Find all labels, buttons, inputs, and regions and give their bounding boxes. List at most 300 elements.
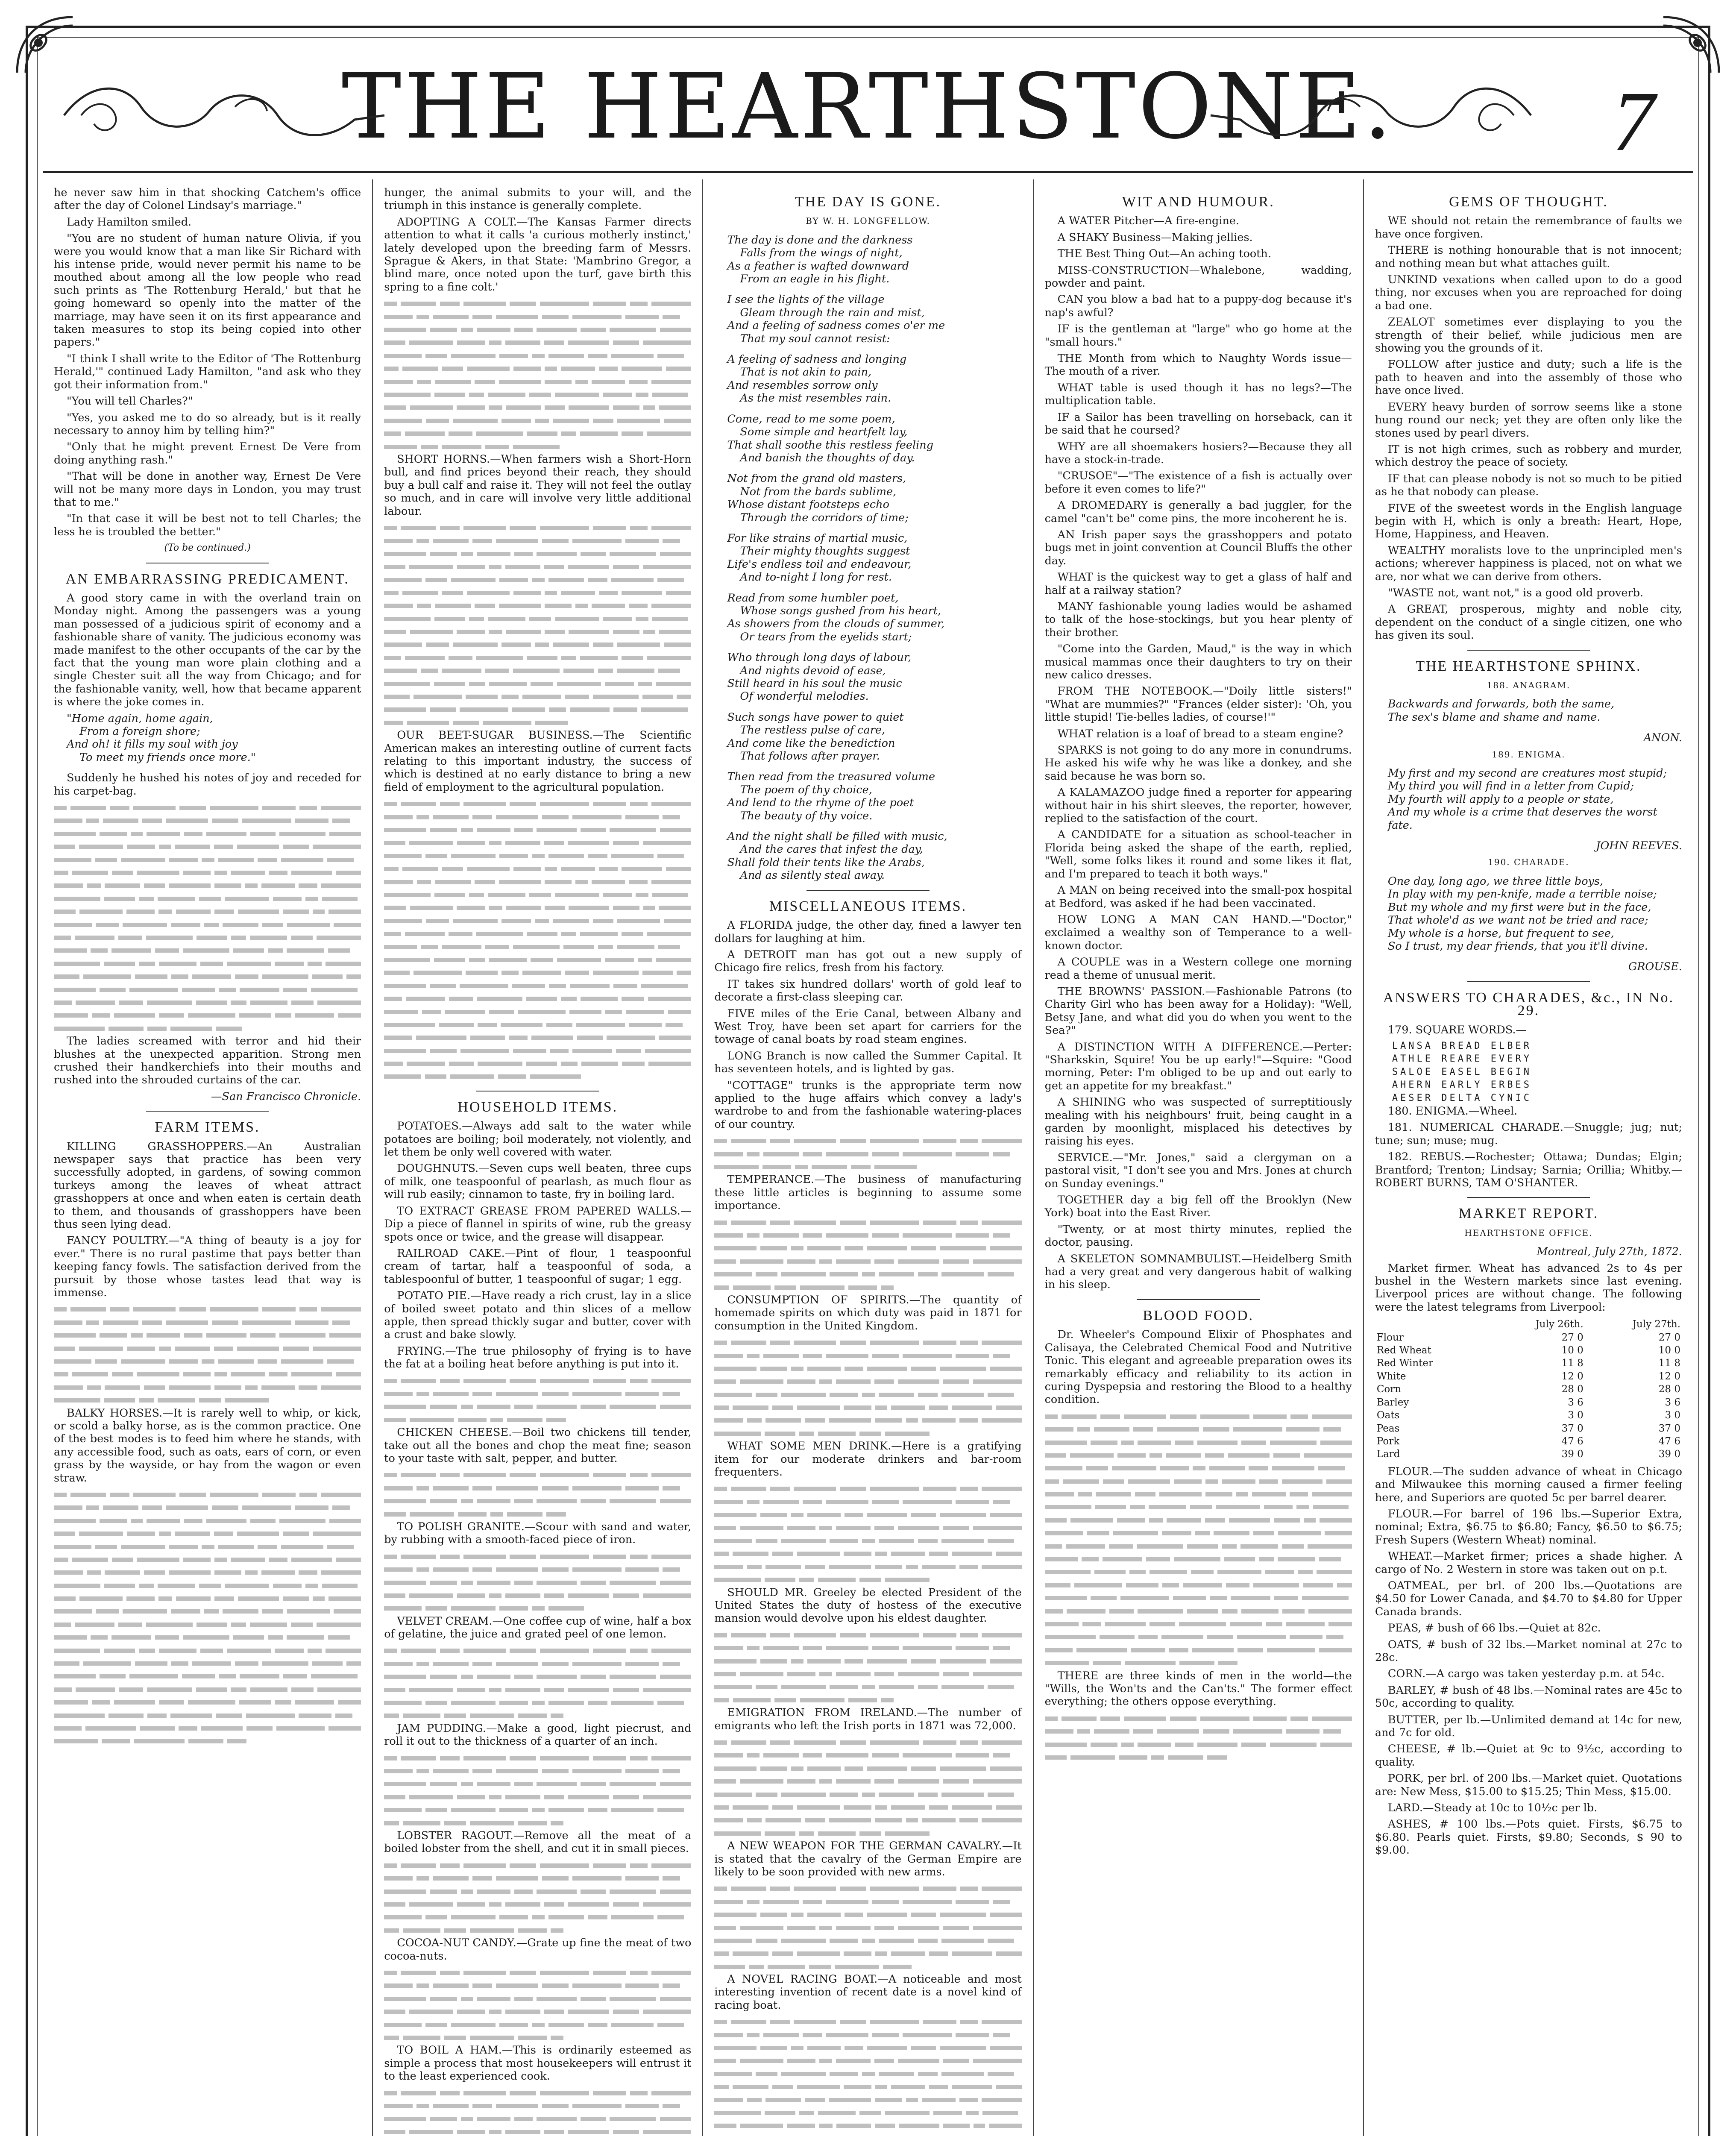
illegible-word: [402, 367, 438, 371]
illegible-word: [501, 1023, 542, 1027]
illegible-line: [714, 2093, 1021, 2106]
illegible-word: [943, 1259, 969, 1264]
illegible-word: [1325, 1531, 1352, 1535]
illegible-word: [133, 1493, 176, 1497]
illegible-word: [756, 1793, 777, 1797]
table-row: [1375, 1344, 1682, 1357]
illegible-word: [940, 1513, 986, 1517]
illegible-line: [54, 983, 361, 996]
illegible-line: [54, 1566, 361, 1579]
illegible-word: [561, 997, 577, 1001]
illegible-word: [336, 1558, 361, 1562]
illegible-word: [188, 1739, 223, 1743]
illegible-word: [941, 1393, 984, 1397]
illegible-word: [1304, 1453, 1352, 1458]
illegible-line: [54, 1022, 361, 1035]
illegible-word: [794, 1139, 836, 1143]
illegible-word: [496, 1876, 538, 1881]
illegible-word: [651, 1649, 692, 1653]
illegible-word: [200, 1649, 223, 1653]
illegible-word: [763, 1646, 799, 1650]
illegible-word: [402, 591, 438, 595]
illegible-word: [384, 1379, 397, 1383]
illegible-word: [328, 1635, 350, 1640]
illegible-line: [1045, 1643, 1352, 1656]
illegible-word: [54, 923, 92, 927]
illegible-word: [613, 2130, 639, 2134]
wit-list: [1045, 214, 1352, 1291]
illegible-word: [809, 1965, 831, 1969]
illegible-word: [384, 2023, 422, 2027]
illegible-word: [844, 1552, 871, 1556]
illegible-line: [384, 1924, 691, 1936]
grid-row: AESER DELTA CYNIC: [1392, 1092, 1532, 1103]
illegible-line: [1045, 1725, 1352, 1737]
illegible-word: [1319, 1557, 1341, 1561]
illegible-word: [988, 1393, 1014, 1397]
illegible-word: [993, 1233, 1010, 1238]
illegible-word: [201, 1726, 243, 1731]
illegible-word: [903, 1152, 952, 1156]
illegible-word: [214, 1385, 241, 1390]
paragraph: CHEESE, # lb.—Quiet at 9c to 9½c, according to quality.: [1375, 1743, 1683, 1769]
illegible-word: [1045, 1622, 1079, 1626]
illegible-word: [470, 1821, 514, 1825]
illegible-word: [982, 1887, 1022, 1891]
paragraph: CHICKEN CHEESE.—Boil two chickens till tender, take out all the bones and chop the meat fine; season to your taste with salt, pepper, and butter.: [384, 1426, 692, 1465]
illegible-word: [960, 1740, 978, 1745]
illegible-word: [54, 1623, 71, 1627]
illegible-word: [299, 1493, 317, 1497]
illegible-word: [881, 1698, 894, 1702]
illegible-word: [731, 1633, 766, 1637]
illegible-word: [651, 1863, 692, 1868]
illegible-word: [425, 1606, 447, 1611]
illegible-word: [440, 1555, 460, 1559]
illegible-word: [952, 1405, 992, 1410]
illegible-word: [158, 897, 195, 901]
illegible-word: [159, 1347, 172, 1351]
illegible-word: [859, 1831, 881, 1836]
illegible-word: [1159, 1492, 1201, 1496]
illegible-word: [774, 1285, 796, 1290]
illegible-word: [875, 2124, 895, 2128]
illegible-word: [537, 828, 577, 832]
poem-line: One day, long ago, we three little boys,: [1387, 874, 1604, 888]
illegible-word: [322, 1584, 358, 1588]
illegible-word: [1183, 1583, 1222, 1587]
illegible-word: [840, 2020, 866, 2024]
illegible-word: [401, 1473, 436, 1477]
table-header: July 27th.: [1632, 1319, 1681, 1330]
illegible-word: [1192, 1648, 1234, 1652]
illegible-word: [114, 1013, 155, 1018]
illegible-line: [54, 827, 361, 840]
poem-line: Or tears from the eyelids start;: [740, 630, 912, 643]
illegible-word: [144, 1570, 164, 1575]
paragraph: TO BOIL A HAM.—This is ordinarily esteemed as simple a process that most housekeepers will entrust it to the least experienced cook.: [384, 2044, 692, 2083]
illegible-line: [54, 1657, 361, 1669]
illegible-word: [466, 695, 498, 699]
illegible-word: [338, 1700, 361, 1705]
illegible-word: [416, 1769, 429, 1773]
illegible-word: [434, 393, 465, 397]
illegible-word: [572, 1392, 622, 1396]
illegible-word: [514, 1499, 533, 1503]
illegible-word: [625, 815, 659, 819]
table-cell: 39 0: [1561, 1449, 1584, 1460]
illegible-word: [797, 1805, 840, 1810]
illegible-word: [79, 1532, 123, 1536]
illegible-line: [714, 1736, 1021, 1749]
poem-line: And the night shall be filled with music,: [727, 830, 947, 843]
illegible-word: [233, 948, 264, 953]
illegible-word: [1328, 1622, 1352, 1626]
illegible-word: [535, 419, 549, 423]
illegible-word: [457, 1593, 485, 1598]
illegible-word: [610, 828, 656, 832]
paragraph: LONG Branch is now called the Summer Capital. It has seventeen hotels, and is lighted by gas.: [714, 1049, 1022, 1076]
illegible-word: [581, 328, 606, 332]
illegible-word: [496, 539, 538, 543]
illegible-word: [321, 1307, 361, 1312]
illegible-word: [875, 1951, 888, 1956]
illegible-line: [384, 1044, 691, 1057]
illegible-word: [714, 1818, 743, 1822]
illegible-word: [440, 1756, 460, 1760]
illegible-word: [434, 617, 465, 621]
illegible-word: [656, 958, 691, 962]
illegible-word: [430, 984, 456, 988]
illegible-word: [959, 1565, 978, 1569]
illegible-word: [384, 721, 403, 725]
illegible-word: [613, 1795, 639, 1799]
illegible-line: [714, 1947, 1021, 1960]
illegible-word: [799, 1432, 814, 1436]
illegible-line: [54, 1540, 361, 1553]
illegible-word: [1045, 1414, 1058, 1419]
illegible-line: [714, 1801, 1021, 1813]
illegible-word: [990, 1659, 1022, 1664]
illegible-word: [549, 984, 566, 988]
illegible-word: [974, 2124, 985, 2128]
illegible-word: [496, 2104, 538, 2108]
illegible-word: [262, 923, 283, 927]
poem-line: That follows after prayer.: [740, 750, 880, 763]
illegible-word: [108, 1027, 144, 1031]
paragraph: BARLEY, # bush of 48 lbs.—Nominal rates are 45c to 50c, according to quality.: [1375, 1684, 1683, 1710]
illegible-word: [874, 1779, 894, 1784]
illegible-word: [903, 1646, 952, 1650]
illegible-word: [514, 1890, 533, 1894]
illegible-word: [960, 1139, 978, 1143]
paragraph: TO POLISH GRANITE.—Scour with sand and water, by rubbing with a smooth-faced piece of iron.: [384, 1520, 692, 1546]
illegible-word: [384, 1795, 405, 1799]
illegible-word: [830, 1539, 858, 1543]
illegible-word: [553, 643, 589, 647]
illegible-word: [384, 630, 406, 634]
illegible-word: [435, 604, 470, 608]
illegible-word: [1045, 1661, 1089, 1665]
illegible-word: [973, 1259, 1021, 1264]
illegible-word: [433, 1486, 469, 1491]
illegible-word: [54, 962, 100, 966]
illegible-word: [442, 445, 481, 449]
illegible-word: [643, 841, 691, 845]
illegible-word: [417, 604, 431, 608]
illegible-word: [329, 1333, 361, 1338]
illegible-word: [540, 1863, 589, 1868]
illegible-line: [384, 797, 691, 810]
illegible-word: [1045, 1441, 1087, 1445]
illegible-word: [451, 1701, 496, 1705]
illegible-word: [572, 1769, 622, 1773]
poem-line: As a feather is wafted downward: [727, 259, 909, 273]
illegible-word: [1070, 1755, 1115, 1760]
illegible-word: [409, 565, 453, 569]
illegible-word: [171, 1609, 200, 1614]
illegible-word: [613, 841, 639, 845]
illegible-word: [923, 1740, 956, 1745]
illegible-word: [611, 854, 654, 858]
illegible-word: [139, 1649, 155, 1653]
illegible-word: [840, 1341, 866, 1345]
illegible-word: [54, 1385, 83, 1390]
illegible-word: [660, 328, 692, 332]
illegible-word: [848, 1285, 877, 1290]
illegible-word: [630, 1863, 648, 1868]
illegible-word: [613, 1688, 639, 1692]
illegible-word: [70, 1307, 106, 1312]
illegible-word: [246, 1726, 272, 1731]
illegible-word: [572, 315, 622, 319]
illegible-word: [470, 1928, 514, 1933]
illegible-word: [875, 1818, 902, 1822]
illegible-word: [1308, 1544, 1352, 1549]
illegible-word: [422, 1010, 441, 1014]
illegible-word: [617, 945, 654, 949]
illegible-word: [537, 1997, 577, 2001]
illegible-word: [812, 1165, 847, 1169]
illegible-word: [384, 1713, 399, 1718]
illegible-word: [463, 1379, 506, 1383]
illegible-word: [593, 2091, 626, 2095]
illegible-word: [384, 431, 401, 436]
paragraph: A FLORIDA judge, the other day, fined a lawyer ten dollars for laughing at him.: [714, 919, 1022, 945]
illegible-word: [54, 1398, 100, 1402]
illegible-word: [384, 1486, 413, 1491]
illegible-word: [542, 2104, 569, 2108]
illegible-word: [461, 1890, 473, 1894]
illegible-word: [499, 880, 541, 884]
illegible-word: [1166, 1453, 1201, 1458]
list-item: HOW LONG A MAN CAN HAND.—"Doctor," exclaimed a wealthy son of Temperance to a well-known doctor.: [1044, 913, 1352, 952]
illegible-word: [287, 923, 330, 927]
illegible-word: [592, 380, 625, 384]
illegible-word: [505, 340, 540, 345]
illegible-word: [1125, 1661, 1176, 1665]
illegible-word: [613, 630, 639, 634]
illegible-line: [54, 1381, 361, 1394]
table-row: [1375, 1422, 1682, 1435]
illegible-word: [1105, 1622, 1146, 1626]
illegible-word: [110, 1493, 129, 1497]
illegible-word: [384, 1876, 413, 1881]
illegible-word: [960, 1341, 978, 1345]
illegible-word: [898, 1672, 940, 1676]
illegible-word: [499, 380, 541, 384]
illegible-line: [54, 1394, 361, 1406]
illegible-word: [137, 1372, 179, 1376]
illegible-word: [384, 2117, 426, 2121]
illegible-line: [54, 1683, 361, 1696]
illegible-word: [819, 1379, 832, 1384]
list-item: A CANDIDATE for a situation as school-teacher in Florida being asked the shape of the earth, replied, "Well, some folks likes it round and some likes it flat, and I'm prepared to teach it both ways.": [1044, 828, 1352, 880]
illegible-word: [1226, 1583, 1249, 1587]
illegible-word: [384, 1606, 422, 1611]
illegible-word: [505, 1902, 540, 1907]
illegible-word: [75, 936, 114, 940]
poem-line: Still heard in his soul the music: [727, 677, 902, 690]
paragraph: RAILROAD CAKE.—Pint of flour, 1 teaspoonful cream of tartar, half a teaspoonful of soda, a tablespoonful of butter, 1 teaspoonful of sugar; 1 egg.: [384, 1247, 692, 1286]
illegible-word: [142, 819, 162, 823]
list-item: "CRUSOE"—"The existence of a fish is actually over before it even comes to life?": [1044, 469, 1352, 496]
illegible-word: [242, 1320, 291, 1325]
illegible-word: [1124, 1414, 1166, 1419]
illegible-word: [714, 1165, 759, 1169]
illegible-word: [1205, 1518, 1225, 1523]
illegible-word: [281, 858, 323, 862]
illegible-word: [794, 1221, 836, 1225]
illegible-word: [797, 1951, 840, 1956]
illegible-word: [643, 340, 691, 345]
illegible-word: [973, 1526, 1021, 1530]
illegible-word: [941, 1685, 984, 1689]
illegible-word: [231, 1001, 246, 1005]
illegible-word: [599, 867, 618, 871]
illegible-word: [836, 2124, 871, 2128]
list-item: THERE is nothing honourable that is not innocent; and nothing mean but what attaches guilt.: [1375, 244, 1683, 270]
illegible-word: [899, 2124, 940, 2128]
illegible-word: [86, 1505, 99, 1510]
illegible-word: [959, 2098, 978, 2102]
illegible-word: [581, 997, 618, 1001]
illegible-word: [171, 923, 200, 927]
illegible-line: [384, 1709, 691, 1722]
illegible-word: [797, 2085, 840, 2089]
illegible-word: [111, 1635, 151, 1640]
illegible-line: [384, 1589, 691, 1602]
illegible-line: [714, 1788, 1021, 1801]
illegible-word: [1217, 1570, 1261, 1574]
illegible-word: [183, 1372, 211, 1376]
illegible-word: [346, 974, 361, 979]
list-item: A MAN on being received into the small-pox hospital at Bedford, was asked if he had been vaccinated.: [1044, 884, 1352, 910]
paragraph: A good story came in with the overland train on Monday night. Among the passengers was a young man possessed of a judicious spirit of economy and a fashionable share of vanity. The judicious economy was made manifest to the other occupants of the car by the fact that the young man wore plain clothing and a single Chester suit all the way from Chicago; and for the fashionable vanity, well, how that became apparent is where the joke comes in.: [54, 591, 361, 709]
illegible-word: [135, 1661, 167, 1666]
illegible-word: [510, 1756, 536, 1760]
illegible-word: [346, 1661, 361, 1666]
list-item: ZEALOT sometimes ever displaying to you the strength of their belief, while judicious men are showing you the grounds of it.: [1375, 316, 1683, 355]
illegible-word: [540, 1971, 589, 1975]
illegible-word: [159, 1013, 184, 1018]
illegible-word: [1236, 1492, 1248, 1496]
illegible-word: [956, 1152, 989, 1156]
table-cell: 12 0: [1658, 1370, 1681, 1382]
illegible-word: [714, 1659, 756, 1664]
illegible-word: [791, 1246, 803, 1250]
illegible-word: [1045, 1505, 1091, 1509]
illegible-word: [557, 682, 601, 686]
illegible-line: [384, 1508, 691, 1520]
illegible-word: [269, 871, 287, 875]
illegible-word: [1195, 1531, 1210, 1535]
paragraph: "You are no student of human nature Olivia, if you were you would know that a man like Sir Richard with his intense pride, would never permit his name to be mouthed about among all the low people who read such prints as 'The Rottenburg Herald,' but that he going homeward so openly into the matter of the marriage, may have seen it on its first appearance and taken measures to stop its being copied into other papers.": [54, 232, 361, 349]
illegible-word: [401, 526, 436, 530]
illegible-word: [384, 591, 399, 595]
illegible-word: [401, 1863, 436, 1868]
illegible-word: [714, 1552, 729, 1556]
illegible-word: [956, 1500, 989, 1504]
illegible-word: [158, 910, 172, 914]
paragraph: 181. NUMERICAL CHARADE.—Snuggle; jug; nut; tune; sun; muse; mug.: [1375, 1121, 1683, 1147]
illegible-word: [625, 1876, 659, 1881]
illegible-word: [529, 893, 551, 897]
illegible-word: [384, 1392, 413, 1396]
illegible-word: [561, 591, 595, 595]
illegible-word: [1241, 1609, 1279, 1614]
illegible-word: [250, 1001, 287, 1005]
illegible-word: [384, 1473, 397, 1477]
poem-line: For like strains of martial music,: [727, 531, 908, 545]
illegible-word: [551, 2036, 563, 2040]
illegible-word: [537, 328, 577, 332]
illegible-word: [102, 1739, 130, 1743]
illegible-word: [275, 1700, 292, 1705]
illegible-word: [505, 1688, 540, 1692]
illegible-word: [440, 2091, 460, 2095]
illegible-word: [54, 1519, 96, 1523]
illegible-word: [622, 1062, 645, 1066]
illegible-word: [430, 328, 457, 332]
illegible-word: [54, 1596, 76, 1601]
illegible-word: [1209, 1466, 1245, 1470]
list-item: "Twenty, or at most thirty minutes, replied the doctor, pausing.: [1044, 1223, 1352, 1249]
illegible-word: [663, 1567, 680, 1572]
paragraph: PORK, per brl. of 200 lbs.—Market quiet. Quotations are: New Mess, $15.00 to $15.25; Thin Mess, $15.00.: [1375, 1772, 1683, 1798]
illegible-word: [472, 1486, 492, 1491]
illegible-word: [568, 1593, 610, 1598]
illegible-word: [225, 1584, 269, 1588]
illegible-word: [496, 1662, 538, 1666]
illegible-line: [54, 944, 361, 957]
illegible-word: [787, 1259, 815, 1264]
illegible-word: [328, 1726, 361, 1731]
illegible-word: [338, 1013, 361, 1018]
illegible-word: [819, 1672, 832, 1676]
poem-line: My third you will find in a letter from Cupid;: [1387, 780, 1634, 793]
illegible-word: [645, 1049, 692, 1053]
illegible-word: [993, 1500, 1010, 1504]
illegible-word: [960, 1221, 978, 1225]
illegible-word: [805, 1565, 825, 1569]
illegible-line: [714, 1667, 1021, 1680]
illegible-word: [731, 1221, 766, 1225]
illegible-word: [532, 2023, 545, 2027]
illegible-line: [384, 1979, 691, 1992]
illegible-word: [76, 1001, 115, 1005]
illegible-word: [903, 1900, 952, 1904]
